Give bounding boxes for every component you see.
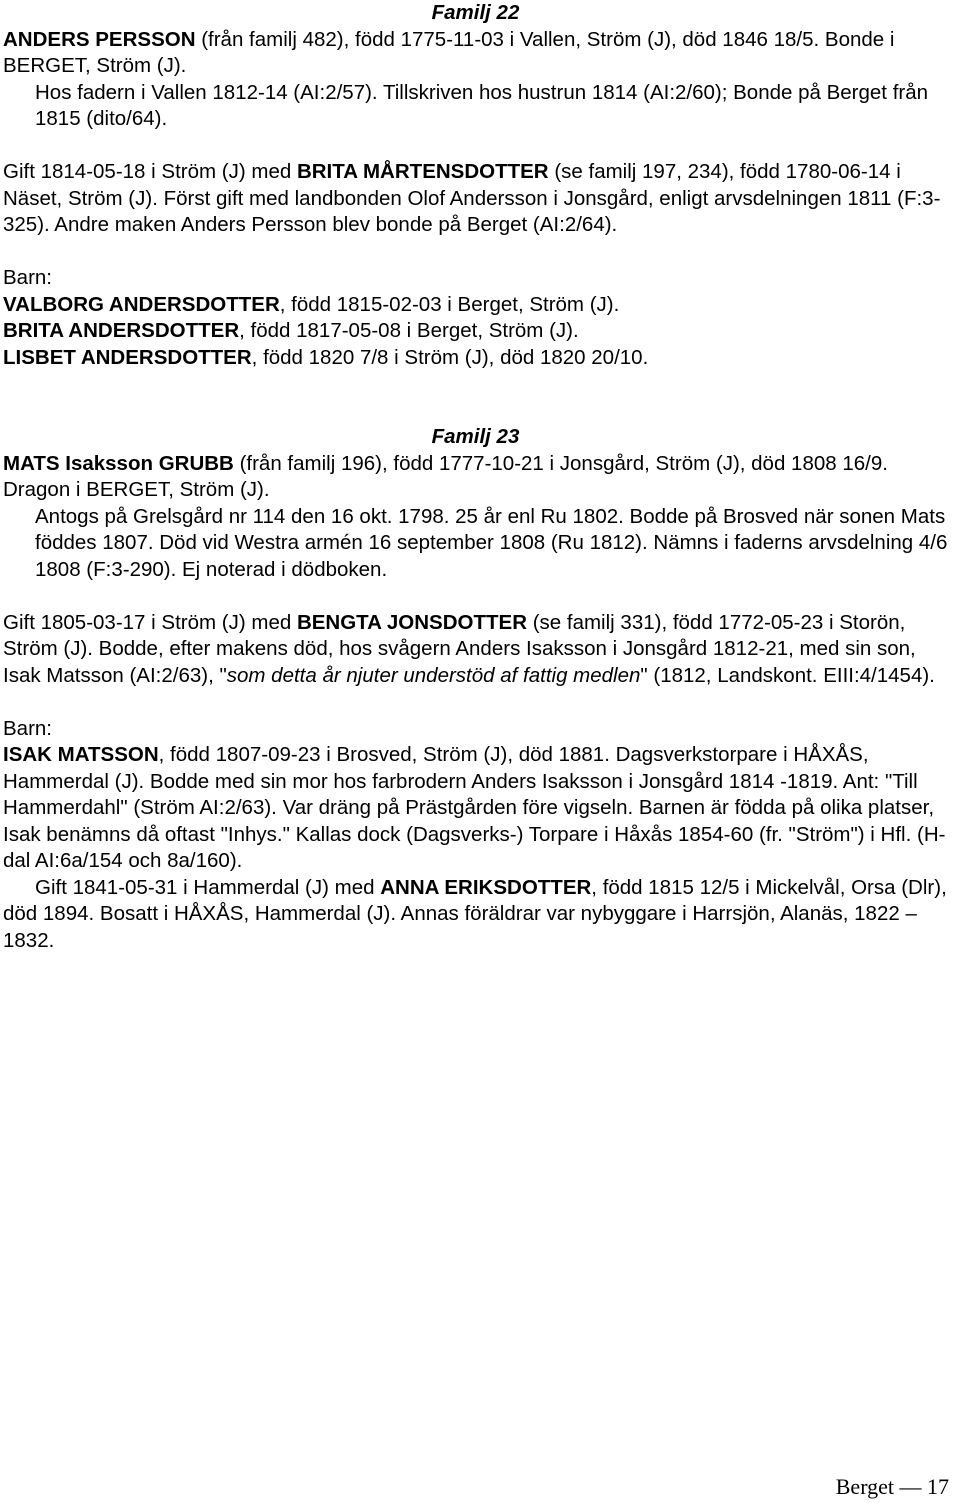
family-22-note: Hos fadern i Vallen 1812-14 (AI:2/57). Tillskriven hos hustrun 1814 (AI:2/60); Bonde på Berget från 1815 (dito/64).	[35, 80, 929, 130]
head-details: (från familj 482), född 1775-11-03 i Vallen, Ström (J), död 1846 18/5. Bonde i BERGET, Ström (J).	[3, 27, 895, 77]
child-name: ISAK MATSSON	[3, 743, 159, 766]
family-23-head	[3, 451, 948, 504]
spouse-name: BENGTA JONSDOTTER	[296, 610, 528, 634]
family-22-title: Familj 22	[431, 1, 520, 24]
child-entry	[3, 318, 948, 345]
family-22-marriage	[3, 159, 948, 239]
marriage-source: " (1812, Landskont. EIII:4/1454).	[640, 663, 935, 687]
child-name: BRITA ANDERSDOTTER	[3, 319, 240, 342]
head-name: ANDERS PERSSON	[3, 27, 196, 51]
child-marriage-details: , född 1815 12/5 i Mickelvål, Orsa (Dlr), död 1894. Bosatt i HÅXÅS, Hammerdal (J). Annas föräldrar var nybyggare i Harrsjön, Alanäs, 1822 – 1832.	[3, 875, 947, 952]
document-page	[3, 0, 948, 954]
spouse-name: BRITA MÅRTENSDOTTER	[296, 160, 549, 183]
child-name: VALBORG ANDERSDOTTER	[3, 292, 280, 316]
child-entry	[3, 292, 948, 319]
children-label: Barn:	[3, 266, 52, 289]
head-name: MATS	[3, 451, 60, 475]
marriage-details: (se familj 331), född 1772-05-23 i Storön, Ström (J). Bodde, efter makens död, hos svågern Anders Isaksson i Jonsgård 1812-21, med sin son, Isak Matsson (AI:2/63), "	[3, 610, 916, 687]
child-entry	[3, 742, 948, 875]
family-22-head	[3, 27, 948, 80]
marriage-quote: som detta år njuter understöd af fattig medlen	[226, 663, 641, 687]
child-details: , född 1807-09-23 i Brosved, Ström (J), död 1881. Dagsverkstorpare i HÅXÅS, Hammerdal (J). Bodde med sin mor hos farbrodern Anders Isaksson i Jonsgård 1814 -1819. Ant: "Till Hammerdahl" (Ström AI:2/63). Var dräng på Prästgården före vigseln. Barnen är födda på olika platser, Isak benämns då oftast "Inhys." Kallas dock (Dagsverks-) Torpare i Håxås 1854-60 (fr. "Ström") i Hfl. (H-dal AI:6a/154 och 8a/160).	[3, 743, 946, 872]
family-23-title: Familj 23	[431, 425, 520, 448]
family-23-marriage	[3, 610, 948, 690]
head-surname: GRUBB	[158, 451, 234, 475]
child-marriage-prefix: Gift 1841-05-31 i Hammerdal (J) med	[35, 875, 381, 899]
family-23-note: Antogs på Grelsgård nr 114 den 16 okt. 1798. 25 år enl Ru 1802. Bodde på Brosved när sonen Mats föddes 1807. Död vid Westra armén 16 september 1808 (Ru 1812). Nämns i faderns arvsdelning 4/6 1808 (F:3-290). Ej noterad i dödboken.	[35, 504, 948, 581]
child-name: LISBET ANDERSDOTTER	[3, 345, 252, 369]
child-entry	[3, 345, 948, 372]
head-given-name: Isaksson	[59, 451, 159, 475]
child-details: , född 1815-02-03 i Berget, Ström (J).	[279, 292, 620, 316]
head-details: (från familj 196), född 1777-10-21 i Jonsgård, Ström (J), död 1808 16/9. Dragon i BERGET, Ström (J).	[3, 451, 888, 501]
family-22-section	[3, 0, 948, 371]
child-marriage	[3, 875, 948, 955]
family-23-section	[3, 424, 948, 954]
marriage-prefix: Gift 1805-03-17 i Ström (J) med	[3, 610, 297, 634]
children-label: Barn:	[3, 716, 52, 740]
marriage-prefix: Gift 1814-05-18 i Ström (J) med	[3, 160, 297, 183]
page-footer: Berget — 17	[835, 1474, 949, 1499]
marriage-details: (se familj 197, 234), född 1780-06-14 i Näset, Ström (J). Först gift med landbonden Olof Andersson i Jonsgård, enligt arvsdelningen 1811 (F:3-325). Andre maken Anders Persson blev bonde på Berget (AI:2/64).	[3, 160, 941, 236]
child-spouse-name: ANNA ERIKSDOTTER	[380, 875, 592, 899]
child-details: , född 1820 7/8 i Ström (J), död 1820 20/10.	[251, 345, 649, 369]
child-details: , född 1817-05-08 i Berget, Ström (J).	[239, 319, 579, 342]
